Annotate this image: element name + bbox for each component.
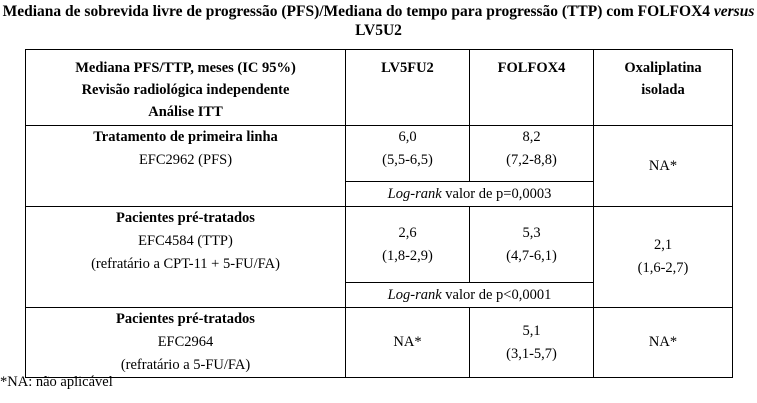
- logrank-cell: [346, 182, 594, 207]
- row-label-title: Tratamento de primeira linha: [93, 129, 278, 145]
- title-line-1: [3, 3, 755, 20]
- cell-na: NA*: [648, 157, 678, 174]
- title-main-text: Mediana de sobrevida livre de progressão (PFS)/Mediana do tempo para progressão (TTP) com FOLFOX4: [2, 3, 714, 20]
- row-label-cell: [26, 126, 346, 207]
- table-row: [26, 126, 733, 182]
- title-versus: versus: [713, 3, 755, 20]
- cell-ci: (1,6-2,7): [637, 260, 689, 276]
- cell-ci: (4,7-6,1): [506, 247, 557, 264]
- cell-ci: (1,8-2,9): [382, 247, 433, 264]
- header-cell-folfox4: FOLFOX4: [470, 50, 594, 126]
- header-oxali-line: Oxaliplatina: [624, 60, 702, 76]
- cell-median: 5,1: [522, 322, 541, 339]
- row-label-note: (refratário a CPT-11 + 5-FU/FA): [91, 256, 280, 272]
- header-oxali-line: isolada: [641, 82, 685, 98]
- cell-median: 2,1: [653, 237, 673, 253]
- row-label-cell: [26, 308, 346, 378]
- cell-median: 6,0: [398, 129, 417, 145]
- cell-folfox4: [470, 308, 594, 378]
- cell-oxaliplatina: [594, 126, 733, 207]
- cell-lv5fu2: [346, 207, 470, 283]
- cell-ci: (7,2-8,8): [506, 152, 557, 168]
- header-measure-line: Análise ITT: [148, 104, 223, 120]
- logrank-cell: [346, 283, 594, 308]
- table-row: [26, 308, 733, 378]
- cell-lv5fu2: [346, 126, 470, 182]
- row-label-title: Pacientes pré-tratados: [116, 210, 255, 226]
- cell-ci: (5,5-6,5): [382, 152, 433, 168]
- cell-folfox4: [470, 207, 594, 283]
- row-label-study: EFC2962 (PFS): [138, 152, 233, 168]
- results-table: [25, 49, 733, 378]
- cell-median: 5,3: [522, 224, 541, 241]
- logrank-value: valor de p=0,0003: [441, 186, 552, 202]
- cell-median: 2,6: [398, 224, 417, 241]
- logrank-label: Log-rank: [387, 287, 442, 303]
- title-line-2: LV5U2: [355, 22, 402, 39]
- row-label-title: Pacientes pré-tratados: [116, 311, 255, 327]
- logrank-label: Log-rank: [387, 186, 442, 202]
- row-label-study: EFC4584 (TTP): [138, 233, 233, 249]
- row-label-cell: [26, 207, 346, 308]
- logrank-value: valor de p<0,0001: [441, 287, 552, 303]
- header-measure-line: Mediana PFS/TTP, meses (IC 95%): [75, 60, 296, 76]
- row-label-note: (refratário a 5-FU/FA): [120, 357, 251, 373]
- cell-lv5fu2: [346, 308, 470, 378]
- cell-folfox4: [470, 126, 594, 182]
- table-header-row: [26, 50, 733, 126]
- cell-na: NA*: [393, 334, 422, 350]
- row-label-study: EFC2964: [157, 334, 214, 350]
- page-title: [0, 2, 757, 40]
- cell-oxaliplatina: [594, 308, 733, 378]
- header-cell-measure: [26, 50, 346, 126]
- cell-na: NA*: [648, 334, 678, 350]
- footnote: *NA: não aplicável: [0, 374, 113, 390]
- header-cell-lv5fu2: LV5FU2: [346, 50, 470, 126]
- header-cell-oxaliplatina: [594, 50, 733, 126]
- header-measure-line: Revisão radiológica independente: [81, 82, 290, 98]
- cell-oxaliplatina: [594, 207, 733, 308]
- table-row: [26, 207, 733, 283]
- cell-median: 8,2: [522, 129, 541, 145]
- cell-ci: (3,1-5,7): [506, 345, 557, 362]
